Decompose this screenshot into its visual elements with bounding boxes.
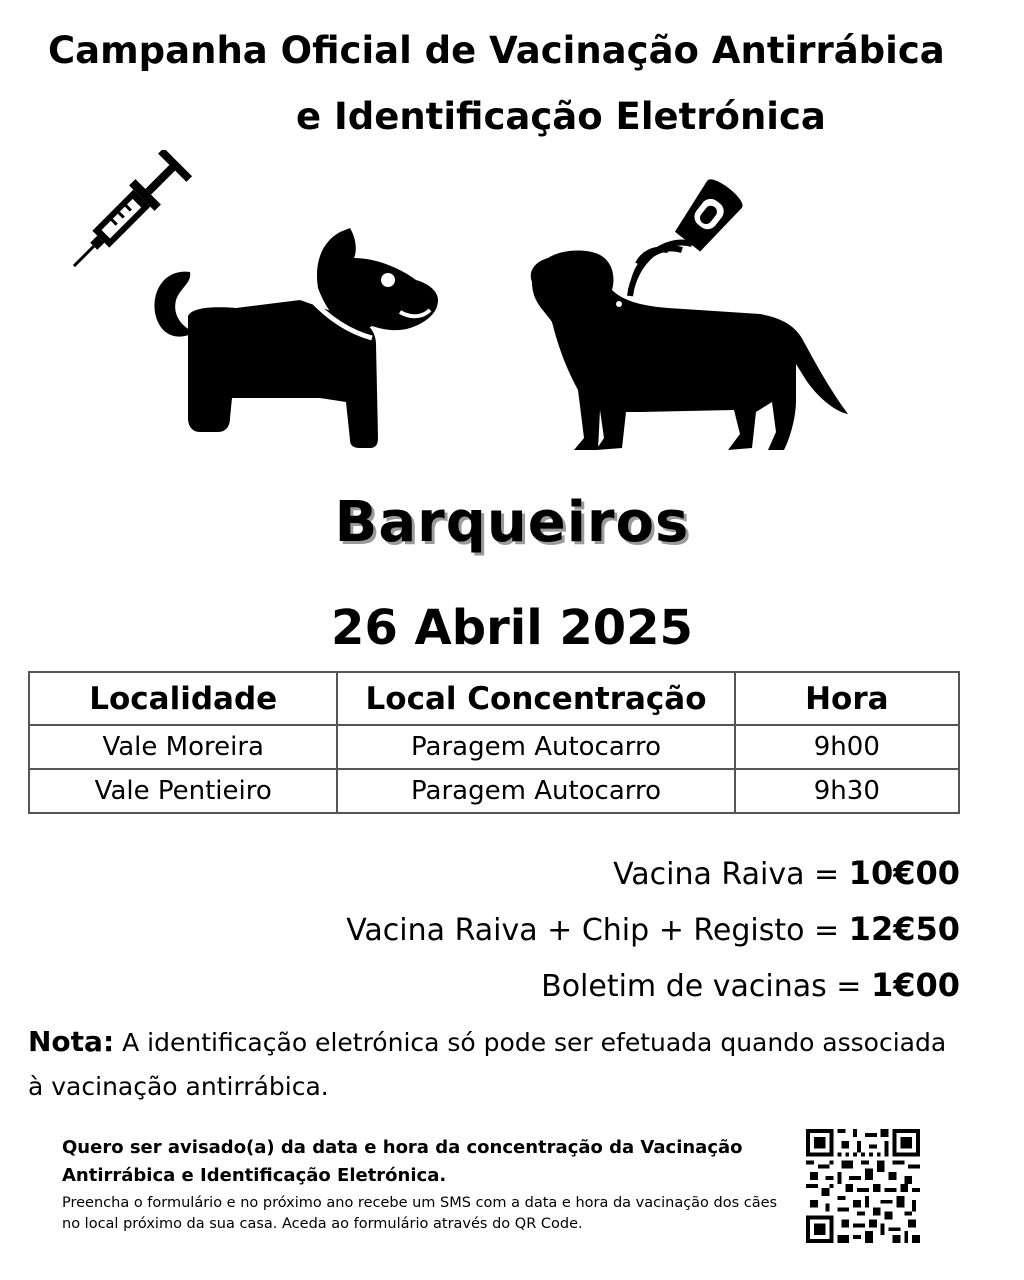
schedule-table bbox=[28, 671, 960, 814]
cell-localidade: Vale Moreira bbox=[29, 725, 337, 769]
dog-microchip-icon bbox=[531, 251, 848, 450]
title-line-2: e Identificação Eletrónica bbox=[296, 95, 826, 138]
price-value: 1€00 bbox=[870, 966, 960, 1004]
cell-local: Paragem Autocarro bbox=[337, 769, 734, 813]
cell-hora: 9h30 bbox=[735, 769, 959, 813]
price-row bbox=[160, 958, 960, 1014]
illustration bbox=[0, 150, 1024, 470]
footer-headline: Quero ser avisado(a) da data e hora da concentração da Vacinação Antirrábica e Identificação Eletrónica. bbox=[62, 1137, 743, 1186]
cell-hora: 9h00 bbox=[735, 725, 959, 769]
cell-localidade: Vale Pentieiro bbox=[29, 769, 337, 813]
price-value: 10€00 bbox=[848, 854, 960, 892]
note bbox=[28, 1020, 968, 1109]
price-label: Vacina Raiva = bbox=[613, 857, 849, 892]
qr-code-icon[interactable] bbox=[806, 1129, 920, 1243]
price-label: Boletim de vacinas = bbox=[541, 969, 871, 1004]
table-row bbox=[29, 769, 959, 813]
table-row bbox=[29, 725, 959, 769]
column-header-localidade: Localidade bbox=[29, 672, 337, 725]
cell-local: Paragem Autocarro bbox=[337, 725, 734, 769]
table-header-row bbox=[29, 672, 959, 725]
price-row bbox=[160, 846, 960, 902]
price-row bbox=[160, 902, 960, 958]
footer-body: Preencha o formulário e no próximo ano recebe um SMS com a data e hora da vacinação dos cães no local próximo da sua casa. Aceda ao formulário através do QR Code. bbox=[62, 1195, 778, 1232]
syringe-icon bbox=[60, 150, 192, 280]
title-line-1: Campanha Oficial de Vacinação Antirrábica bbox=[48, 29, 945, 72]
column-header-hora: Hora bbox=[735, 672, 959, 725]
price-value: 12€50 bbox=[848, 910, 960, 948]
note-label: Nota: bbox=[28, 1025, 115, 1058]
price-label: Vacina Raiva + Chip + Registo = bbox=[346, 913, 849, 948]
dog-vaccination-icon bbox=[155, 228, 438, 448]
price-list bbox=[160, 846, 960, 1014]
event-date: 26 Abril 2025 bbox=[331, 600, 693, 656]
column-header-local: Local Concentração bbox=[337, 672, 734, 725]
note-text: A identificação eletrónica só pode ser efetuada quando associada à vacinação antirrábica. bbox=[28, 1028, 947, 1101]
event-place: Barqueiros bbox=[334, 490, 690, 555]
